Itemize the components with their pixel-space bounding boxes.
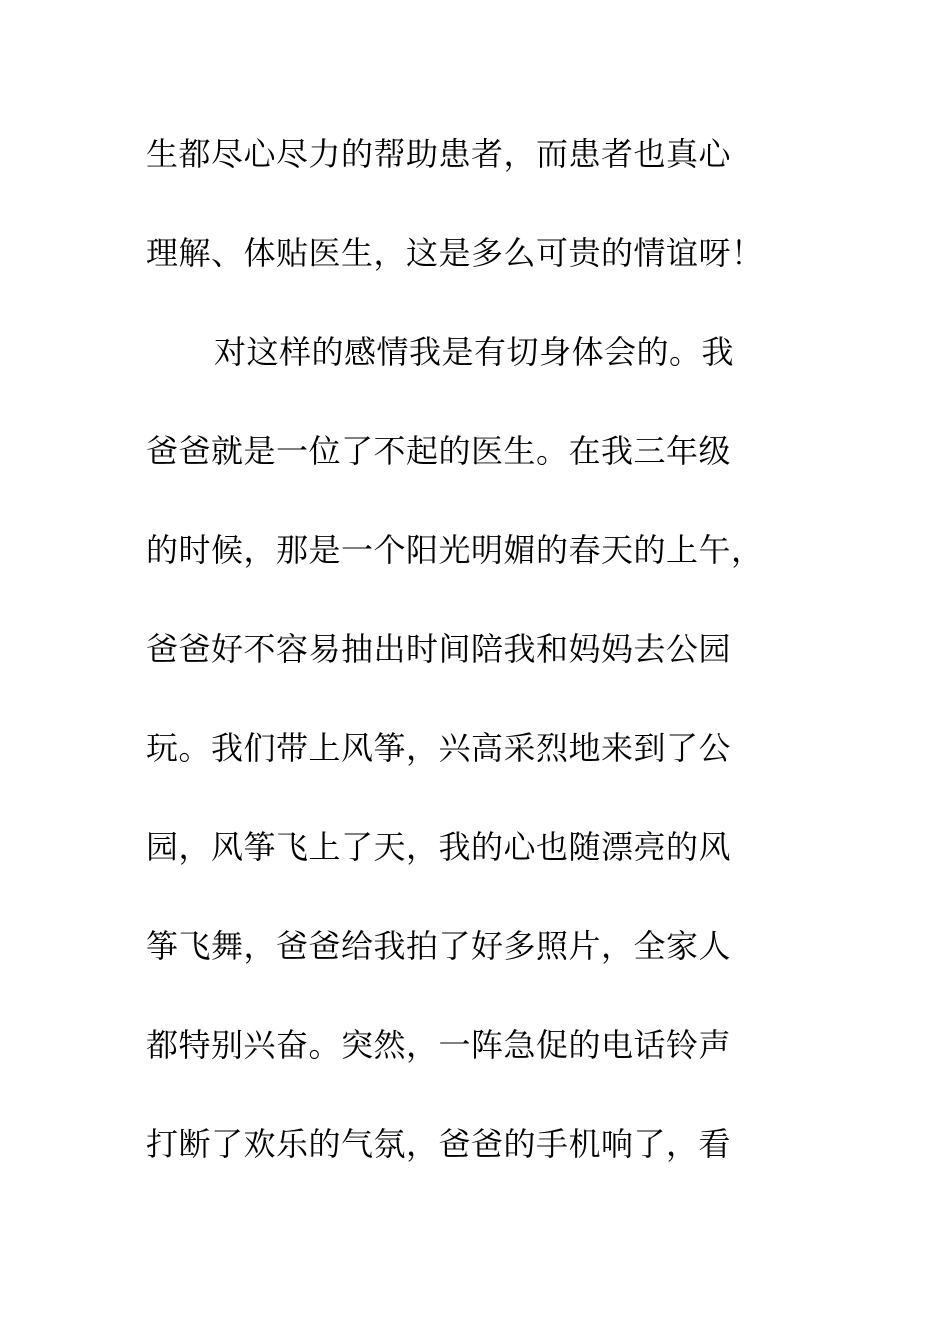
text-line: 理解、体贴医生，这是多么可贵的情谊呀！ bbox=[146, 234, 764, 272]
text-line: 打断了欢乐的气氛，爸爸的手机响了，看 bbox=[146, 1125, 732, 1163]
text-line: 爸爸好不容易抽出时间陪我和妈妈去公园 bbox=[146, 630, 732, 668]
paragraph-first-line: 对这样的感情我是有切身体会的。我 bbox=[214, 333, 735, 371]
text-line: 筝飞舞，爸爸给我拍了好多照片，全家人 bbox=[146, 927, 732, 965]
text-line: 的时候，那是一个阳光明媚的春天的上午， bbox=[146, 531, 764, 569]
text-line: 生都尽心尽力的帮助患者，而患者也真心 bbox=[146, 135, 732, 173]
text-line: 都特别兴奋。突然，一阵急促的电话铃声 bbox=[146, 1026, 732, 1064]
text-line: 园，风筝飞上了天，我的心也随漂亮的风 bbox=[146, 828, 732, 866]
text-line: 爸爸就是一位了不起的医生。在我三年级 bbox=[146, 432, 732, 470]
text-line: 玩。我们带上风筝，兴高采烈地来到了公 bbox=[146, 729, 732, 767]
